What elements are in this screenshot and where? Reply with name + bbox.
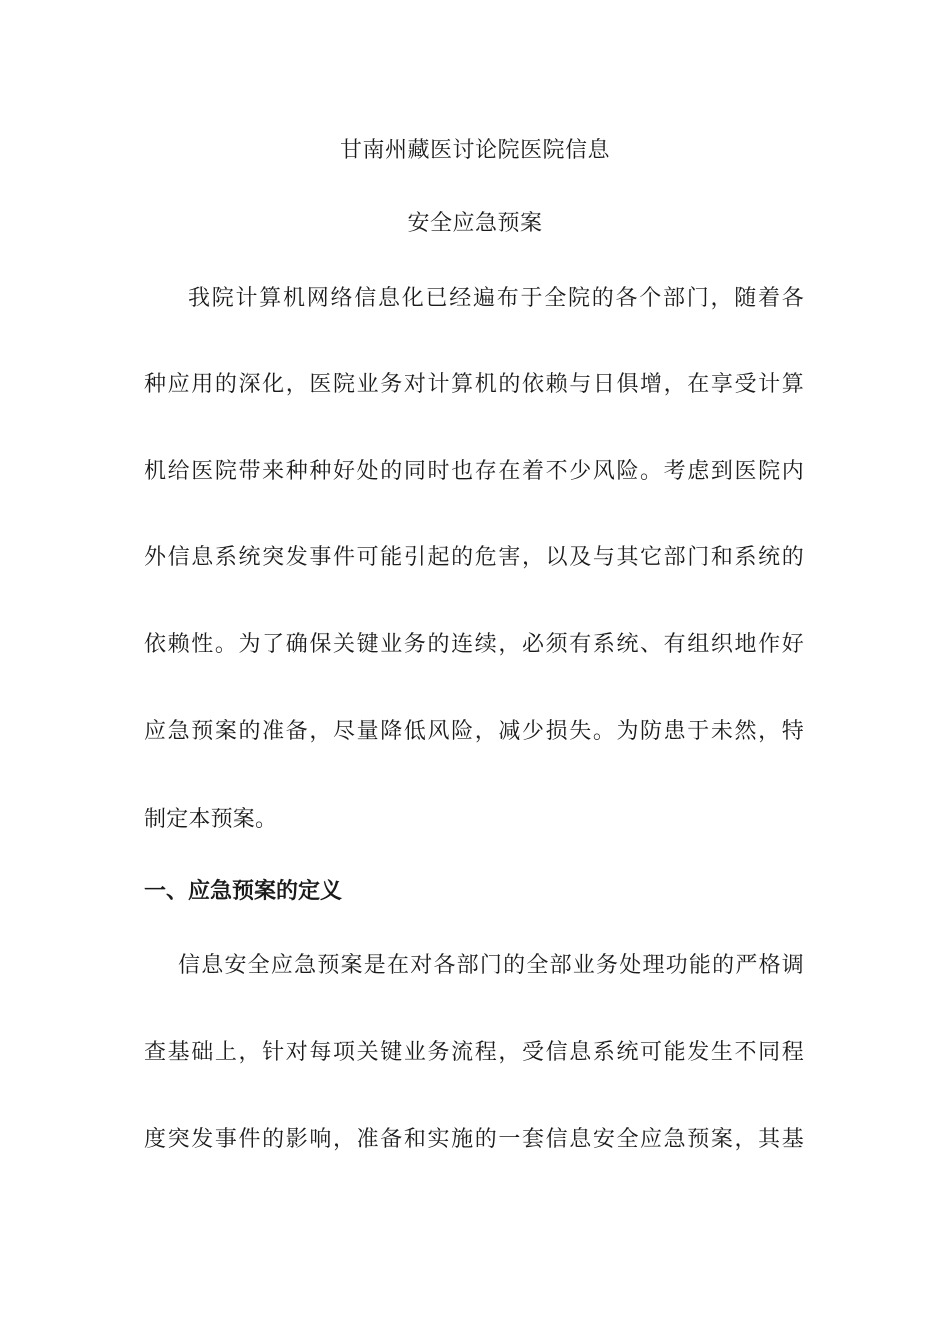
section-heading: 一、应急预案的定义 <box>144 879 343 904</box>
intro-paragraph-line: 依赖性。为了确保关键业务的连续，必须有系统、有组织地作好 <box>144 632 804 657</box>
intro-paragraph-line: 制定本预案。 <box>144 807 278 832</box>
document-title-line-1: 甘南州藏医讨论院医院信息 <box>339 138 610 163</box>
document-title-line-2: 安全应急预案 <box>407 211 543 236</box>
section-paragraph-line: 度突发事件的影响，准备和实施的一套信息安全应急预案，其基 <box>144 1127 804 1152</box>
section-paragraph-line: 信息安全应急预案是在对各部门的全部业务处理功能的严格调 <box>178 953 804 978</box>
intro-paragraph-line: 机给医院带来种种好处的同时也存在着不少风险。考虑到医院内 <box>144 459 804 484</box>
intro-paragraph-line: 种应用的深化，医院业务对计算机的依赖与日俱增，在享受计算 <box>144 372 804 397</box>
intro-paragraph-line: 应急预案的准备，尽量降低风险，减少损失。为防患于未然，特 <box>144 719 804 744</box>
intro-paragraph-line: 我院计算机网络信息化已经遍布于全院的各个部门，随着各 <box>188 286 804 311</box>
intro-paragraph-line: 外信息系统突发事件可能引起的危害，以及与其它部门和系统的 <box>144 545 804 570</box>
section-paragraph-line: 查基础上，针对每项关键业务流程，受信息系统可能发生不同程 <box>144 1040 804 1065</box>
